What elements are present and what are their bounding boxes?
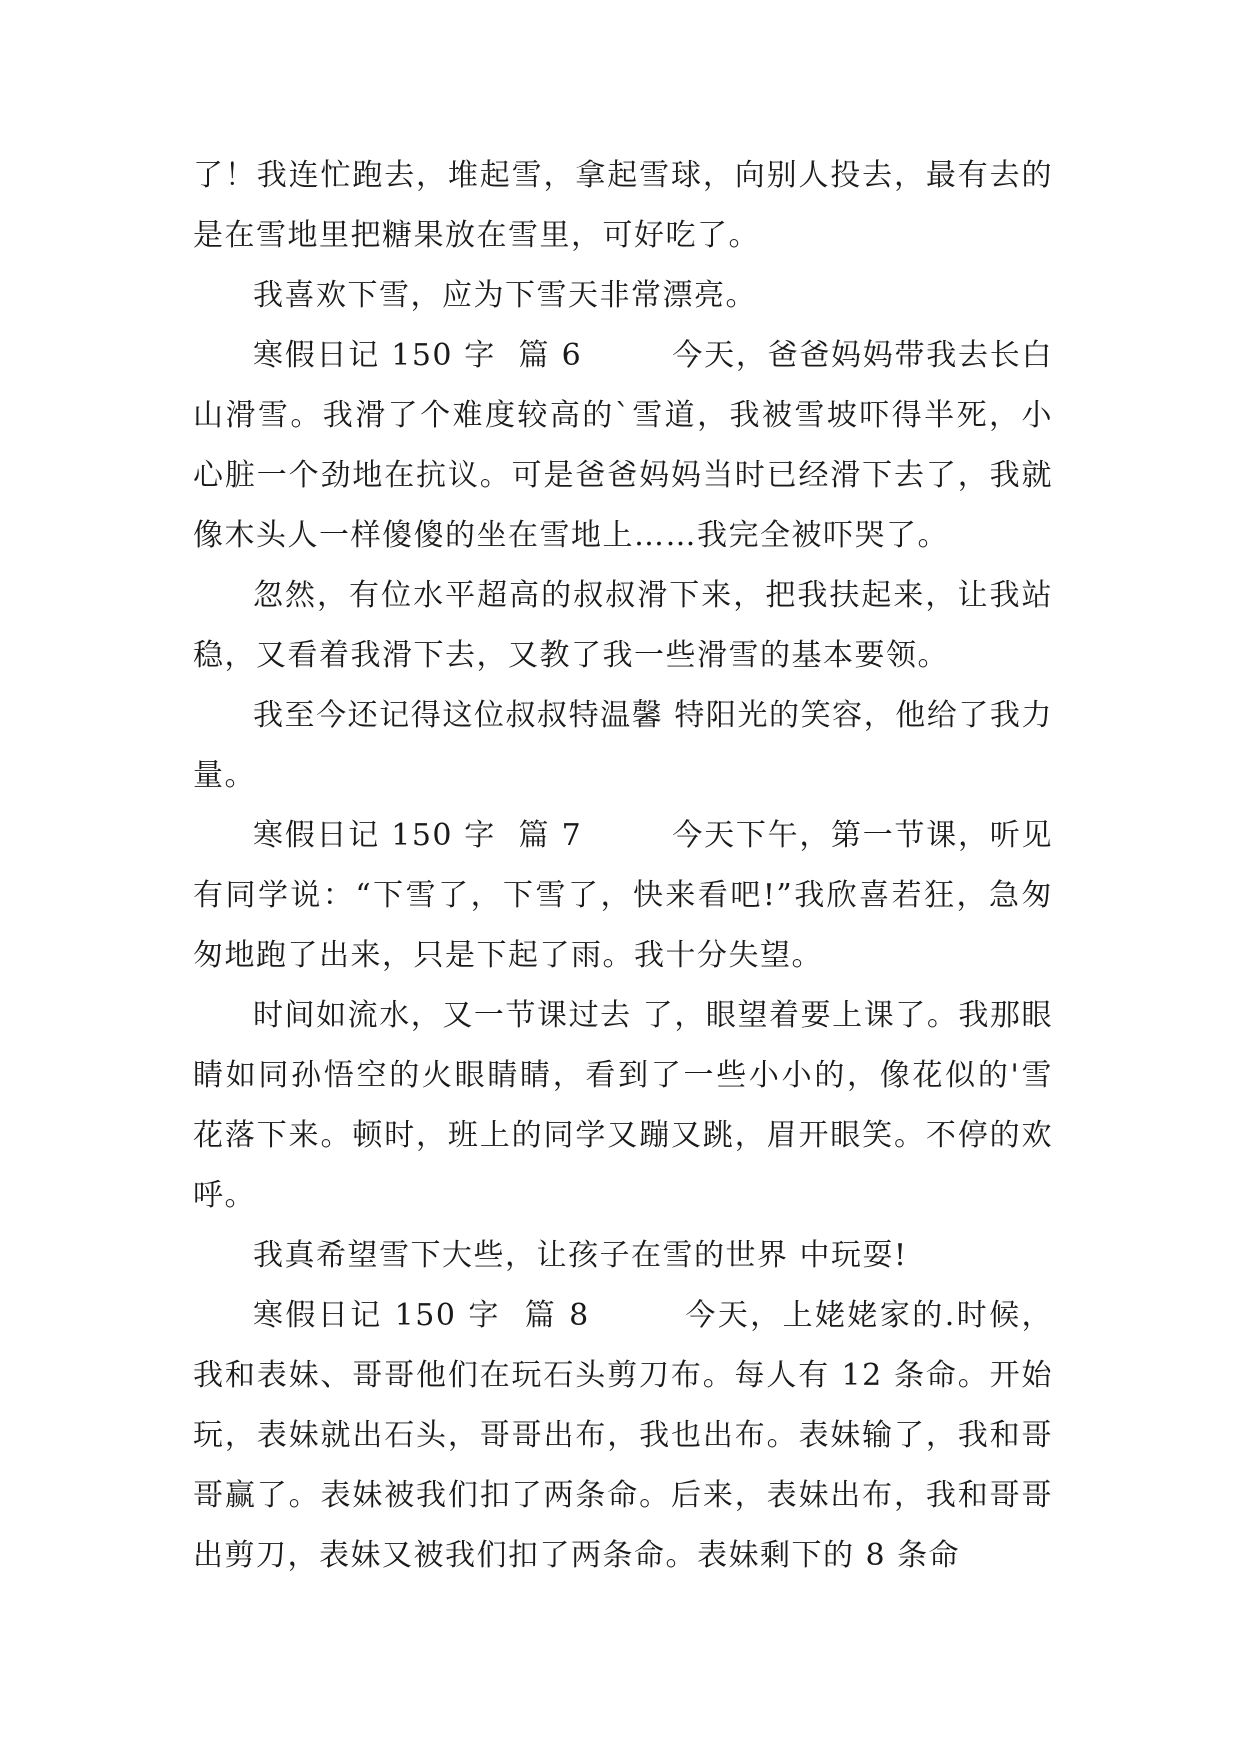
paragraph-continuation: 了！我连忙跑去，堆起雪，拿起雪球，向别人投去，最有去的是在雪地里把糖果放在雪里，可好吃了。 <box>193 158 1053 253</box>
paragraph: 我真希望雪下大些，让孩子在雪的世界 中玩耍! <box>253 1238 908 1273</box>
paragraph: 忽然，有位水平超高的叔叔滑下来，把我扶起来，让我站稳，又看着我滑下去，又教了我一些滑雪的基本要领。 <box>193 578 1053 673</box>
paragraph-entry-7: 寒假日记 150 字 篇 7 今天下午，第一节课，听见有同学说：“下雪了，下雪了，快来看吧!”我欣喜若狂，急匆匆地跑了出来，只是下起了雨。我十分失望。 <box>193 818 1053 973</box>
paragraph: 时间如流水，又一节课过去 了，眼望着要上课了。我那眼睛如同孙悟空的火眼睛睛，看到了一些小小的，像花似的'雪花落下来。顿时，班上的同学又蹦又跳，眉开眼笑。不停的欢呼。 <box>193 998 1053 1213</box>
document-body <box>193 146 1053 1586</box>
paragraph-entry-8: 寒假日记 150 字 篇 8 今天，上姥姥家的.时候，我和表妹、哥哥他们在玩石头剪刀布。每人有 12 条命。开始玩，表妹就出石头，哥哥出布，我也出布。表妹输了，我和哥哥赢了。表妹被我们扣了两条命。后来，表妹出布，我和哥哥出剪刀，表妹又被我们扣了两条命。表妹剩下的 8 条命 <box>193 1298 1053 1573</box>
paragraph: 我喜欢下雪，应为下雪天非常漂亮。 <box>253 278 757 313</box>
paragraph-entry-6: 寒假日记 150 字 篇 6 今天，爸爸妈妈带我去长白山滑雪。我滑了个难度较高的`雪道，我被雪坡吓得半死，小心脏一个劲地在抗议。可是爸爸妈妈当时已经滑下去了，我就像木头人一样傻傻的坐在雪地上……我完全被吓哭了。 <box>193 338 1053 553</box>
paragraph: 我至今还记得这位叔叔特温馨 特阳光的笑容，他给了我力量。 <box>193 698 1053 793</box>
